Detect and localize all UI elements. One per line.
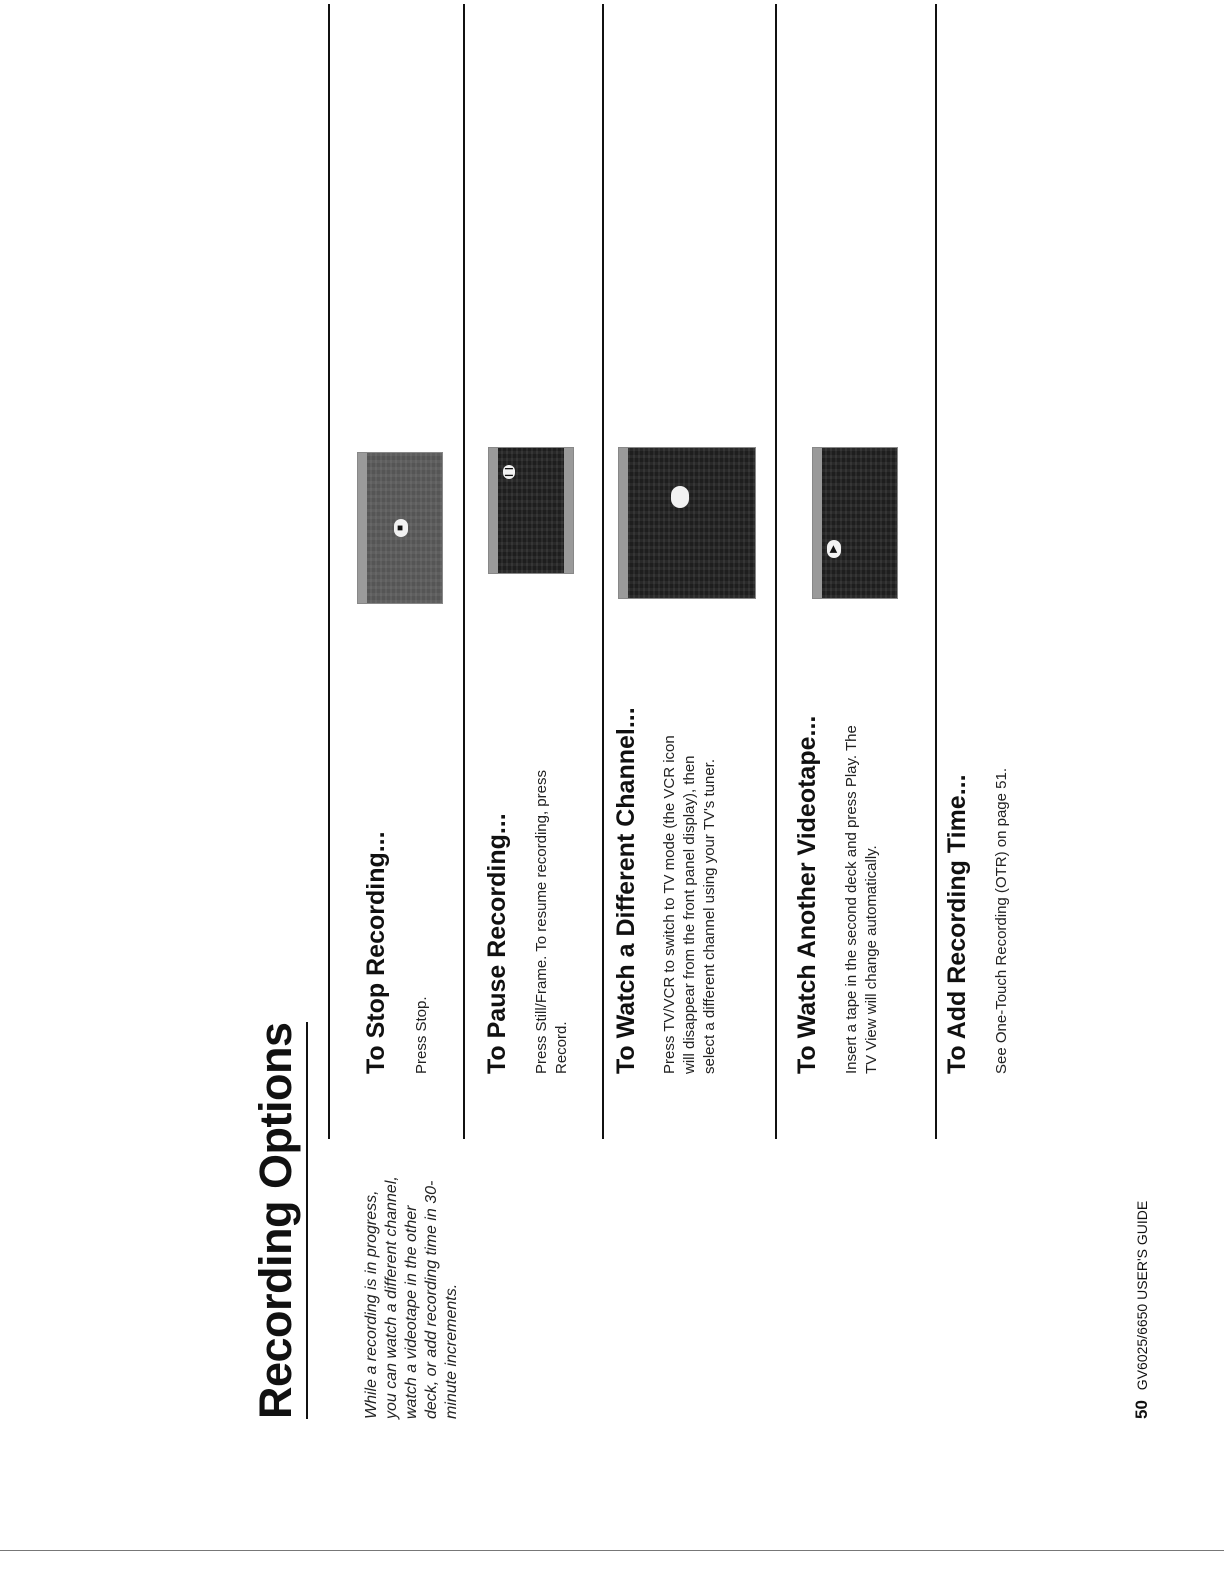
tv-screen-thumbnail <box>357 452 443 604</box>
section-heading: To Watch Another Videotape... <box>793 715 821 1074</box>
section-heading: To Pause Recording... <box>483 813 511 1074</box>
intro-text: While a recording is in progress, you can watch a different channel, watch a videotape in the other deck, or add recording time in 30-minute increments. <box>363 1176 460 1419</box>
section-body: Press Still/Frame. To resume recording, press Record. <box>533 770 570 1074</box>
screen-bar <box>813 448 822 598</box>
screen-bar <box>564 448 573 573</box>
screen-bar <box>489 448 498 573</box>
page-number: 50 <box>1132 1400 1151 1419</box>
section-rule <box>328 4 330 1139</box>
section-body: See One-Touch Recording (OTR) on page 51. <box>993 768 1010 1074</box>
section-rule <box>602 4 604 1139</box>
section-heading: To Watch a Different Channel... <box>612 707 640 1074</box>
channel-indicator-icon <box>671 486 689 508</box>
section-rule <box>935 4 937 1139</box>
tv-screen-thumbnail <box>812 447 898 599</box>
stop-icon: ■ <box>394 519 408 537</box>
screen-bar <box>358 453 367 603</box>
section-rule <box>775 4 777 1139</box>
scan-edge-line <box>0 1550 1224 1551</box>
section-heading: To Add Recording Time... <box>943 774 971 1074</box>
page-title: Recording Options <box>250 1023 308 1420</box>
screen-bar <box>619 448 628 598</box>
section-body: Press Stop. <box>413 996 430 1074</box>
section-heading: To Stop Recording... <box>362 831 390 1074</box>
section-body: Insert a tape in the second deck and press Play. The TV View will change automatically. <box>843 725 880 1074</box>
section-body: Press TV/VCR to switch to TV mode (the VCR icon will disappear from the front panel display), then select a different channel using your TV's tuner. <box>661 735 718 1074</box>
tv-screen-thumbnail <box>488 447 574 574</box>
tv-screen-thumbnail <box>618 447 756 599</box>
pause-icon: ❙❙ <box>504 465 513 479</box>
section-rule <box>463 4 465 1139</box>
page-footer <box>1132 1201 1152 1419</box>
guide-name: GV6025/6650 USER'S GUIDE <box>1134 1200 1150 1391</box>
play-icon: ▶ <box>827 540 841 558</box>
